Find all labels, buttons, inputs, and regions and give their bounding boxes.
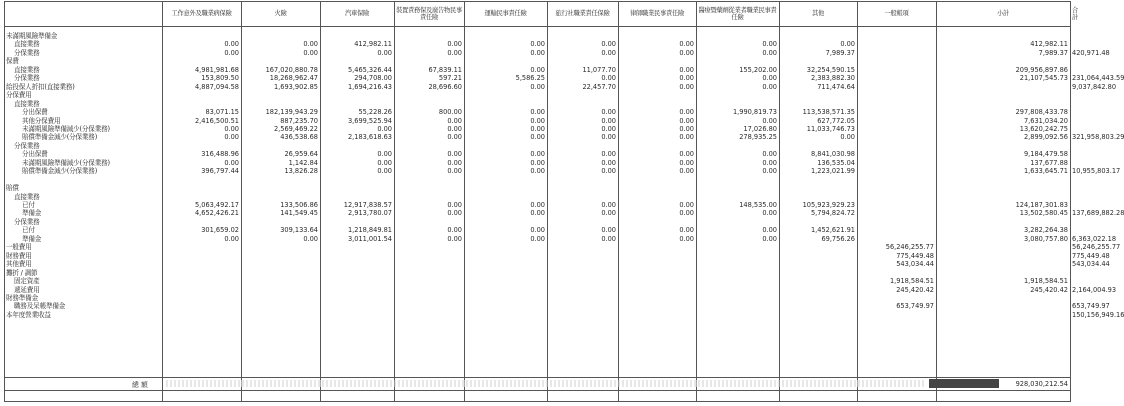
column-divider [547,1,548,402]
table-cell: 3,011,001.54 [347,234,392,243]
table-cell: 436,538.68 [280,133,318,142]
table-cell: 0.00 [679,40,694,49]
table-cell: 0.00 [679,74,694,83]
table-cell: 113,538,571.35 [802,108,855,117]
column-divider [4,1,5,402]
row-label: 已付 [22,226,35,235]
table-cell: 0.00 [377,150,392,159]
column-divider [241,1,242,402]
row-label: 未滿期風險準備減少(分保業務) [22,124,110,133]
table-cell: 0.00 [447,167,462,176]
column-divider [320,1,321,402]
table-cell: 4,652,426.21 [194,209,239,218]
table-cell: 4,981,981.68 [194,65,239,74]
table-cell: 0.00 [530,150,545,159]
column-header: 合計 [1072,6,1078,21]
table-cell: 0.00 [447,226,462,235]
table-cell: 0.00 [601,167,616,176]
table-cell: 0.00 [447,150,462,159]
column-header: 其他 [812,10,824,18]
table-cell: 0.00 [679,108,694,117]
table-cell: 8,841,030.98 [810,150,855,159]
table-cell: 0.00 [762,150,777,159]
row-label: 財務費用 [6,251,32,260]
table-cell: 543,034.44 [896,260,934,269]
table-cell: 1,918,584.51 [1023,277,1068,286]
insurance-expense-table [4,1,1124,404]
table-cell: 0.00 [679,226,694,235]
table-cell: 9,184,479.58 [1023,150,1068,159]
table-cell: 11,033,746.73 [806,124,855,133]
row-label: 分保業務 [14,74,40,83]
table-cell: 133,506.86 [280,201,318,209]
table-cell: 775,449.48 [1072,251,1110,260]
table-cell: 0.00 [601,108,616,117]
table-cell: 2,383,882.30 [810,74,855,83]
table-cell: 887,235.70 [280,116,318,125]
table-cell: 5,794,824.72 [810,209,855,218]
table-cell: 141,549.45 [280,209,318,218]
table-cell: 0.00 [377,167,392,176]
table-cell: 0.00 [762,74,777,83]
table-cell: 28,696.60 [428,82,462,91]
table-cell: 5,586.25 [515,74,545,83]
table-cell: 0.00 [762,82,777,91]
column-header: 工作意外及職業病保險 [171,10,232,18]
table-cell: 0.00 [530,116,545,125]
row-label: 準備金 [22,234,42,243]
table-cell: 0.00 [377,158,392,167]
row-label: 賠償準備金減少(分保業務) [22,167,98,176]
row-label: 本年度營業收益 [6,310,51,319]
column-divider [162,1,163,402]
column-header: 裝置責務保及廣告物民事責任險 [396,6,462,21]
row-label: 職務及呆帳準備金 [14,302,66,311]
table-cell: 0.00 [601,209,616,218]
table-cell: 0.00 [679,48,694,57]
table-cell: 0.00 [530,108,545,117]
table-cell: 3,080,757.80 [1023,234,1068,243]
table-cell: 775,449.48 [896,251,934,260]
table-cell: 153,809.50 [201,74,239,83]
table-cell: 0.00 [762,167,777,176]
column-header: 律師職業民事責任險 [630,10,684,18]
table-cell: 0.00 [530,82,545,91]
table-cell: 3,282,264.38 [1023,226,1068,235]
row-label: 賠償準備金減少(分保業務) [22,133,98,142]
table-cell: 0.00 [601,40,616,49]
table-cell: 155,202.00 [739,65,777,74]
table-cell: 167,020,880.78 [265,65,318,74]
table-cell: 0.00 [224,40,239,49]
row-label: 直接業務 [14,40,40,49]
table-cell: 0.00 [601,150,616,159]
table-cell: 13,620,242.75 [1019,124,1068,133]
table-cell: 7,631,034.20 [1023,116,1068,125]
table-cell: 3,699,525.94 [347,116,392,125]
table-cell: 0.00 [224,234,239,243]
table-cell: 0.00 [530,201,545,209]
column-divider [779,1,780,402]
row-label: 一般費用 [6,243,32,252]
total-row-shading [166,380,926,387]
table-cell: 0.00 [530,167,545,176]
table-cell: 0.00 [679,124,694,133]
table-cell: 12,917,838.57 [343,201,392,209]
table-cell: 1,633,645.71 [1023,167,1068,176]
row-label: 未滿期風險準備金 [6,32,58,40]
table-cell: 1,693,902.85 [273,82,318,91]
table-cell: 136,535.04 [817,158,855,167]
table-cell: 7,989.37 [825,48,855,57]
table-cell: 316,488.96 [201,150,239,159]
row-label: 其他費用 [6,260,32,269]
table-cell: 124,187,301.83 [1015,201,1068,209]
table-cell: 0.00 [530,133,545,142]
table-cell: 0.00 [447,40,462,49]
table-cell: 209,956,897.86 [1015,65,1068,74]
table-cell: 11,077.70 [582,65,616,74]
table-cell: 105,923,929.23 [802,201,855,209]
table-cell: 0.00 [679,116,694,125]
table-cell: 137,689,882.28 [1072,209,1124,218]
row-label: 遞延費用 [14,285,40,294]
table-cell: 2,913,780.07 [347,209,392,218]
table-cell: 412,982.11 [354,40,392,49]
table-cell: 5,063,492.17 [194,201,239,209]
table-cell: 0.00 [530,226,545,235]
row-label: 準備金 [22,209,42,218]
table-cell: 297,808,433.78 [1015,108,1068,117]
column-divider [696,1,697,402]
table-cell: 0.00 [601,158,616,167]
table-cell: 18,268,962.47 [269,74,318,83]
table-cell: 0.00 [530,65,545,74]
table-cell: 21,107,545.73 [1019,74,1068,83]
table-cell: 0.00 [447,201,462,209]
table-cell: 0.00 [303,234,318,243]
table-cell: 0.00 [224,124,239,133]
column-header: 小計 [997,10,1009,18]
table-cell: 0.00 [224,133,239,142]
table-cell: 0.00 [303,48,318,57]
column-divider [1070,1,1071,402]
table-cell: 13,826.28 [284,167,318,176]
table-cell: 0.00 [601,48,616,57]
table-cell: 32,254,590.15 [806,65,855,74]
table-cell: 5,465,326.44 [347,65,392,74]
table-cell: 294,708.00 [354,74,392,83]
table-cell: 0.00 [762,48,777,57]
table-cell: 2,569,469.22 [273,124,318,133]
row-label: 分保業務 [14,141,40,150]
column-header: 醫療暨藥劑從業者職業民事責任險 [698,6,777,21]
table-cell: 0.00 [224,158,239,167]
total-label: 總 額 [132,381,148,389]
row-label: 分保業務 [14,217,40,226]
table-cell: 0.00 [679,150,694,159]
table-cell: 0.00 [762,158,777,167]
table-cell: 1,142.84 [288,158,318,167]
column-header: 一般帳項 [884,10,909,18]
table-cell: 0.00 [679,158,694,167]
table-cell: 137,677.88 [1030,158,1068,167]
column-divider [857,1,858,402]
table-cell: 396,797.44 [201,167,239,176]
row-label: 分保費用 [6,91,32,100]
table-cell: 0.00 [840,40,855,49]
row-divider [4,390,1071,391]
table-cell: 4,887,094.58 [194,82,239,91]
table-cell: 245,420.42 [1030,285,1068,294]
table-cell: 0.00 [679,234,694,243]
row-label: 財務準備金 [6,293,38,302]
table-cell: 0.00 [530,40,545,49]
row-label: 未滿期風險準備減少(分保業務) [22,158,110,167]
row-label: 給投保人折扣(直接業務) [6,82,75,91]
table-cell: 56,246,255.77 [885,243,934,252]
table-cell: 627,772.05 [817,116,855,125]
table-cell: 0.00 [530,48,545,57]
table-cell: 0.00 [679,167,694,176]
table-cell: 0.00 [679,65,694,74]
table-cell: 1,452,621.91 [810,226,855,235]
table-cell: 0.00 [762,226,777,235]
row-divider [4,26,1071,27]
table-cell: 2,416,500.51 [194,116,239,125]
table-cell: 0.00 [447,209,462,218]
table-cell: 0.00 [377,48,392,57]
table-cell: 231,064,443.59 [1072,74,1124,83]
table-cell: 245,420.42 [896,285,934,294]
table-cell: 0.00 [601,201,616,209]
row-label: 保費 [6,57,19,66]
table-cell: 0.00 [530,124,545,133]
table-cell: 182,139,943.29 [265,108,318,117]
column-header: 旅行社職業責任保險 [555,10,610,18]
table-cell: 301,659.02 [201,226,239,235]
row-divider [4,401,1071,402]
table-cell: 6,363,022.18 [1072,234,1117,243]
table-cell: 55,228.26 [358,108,392,117]
table-cell: 1,918,584.51 [889,277,934,286]
table-cell: 0.00 [303,40,318,49]
row-label: 其他分保費用 [22,116,61,125]
table-cell: 278,935.25 [739,133,777,142]
row-label: 賠償 [6,184,19,193]
table-cell: 0.00 [447,133,462,142]
table-cell: 56,246,255.77 [1072,243,1121,252]
table-cell: 0.00 [840,133,855,142]
table-cell: 420,971.48 [1072,48,1110,57]
table-cell: 1,990,819.73 [732,108,777,117]
column-divider [618,1,619,402]
table-cell: 0.00 [601,74,616,83]
table-cell: 412,982.11 [1030,40,1068,49]
table-cell: 711,474.64 [817,82,855,91]
table-cell: 0.00 [601,226,616,235]
table-cell: 0.00 [530,158,545,167]
table-cell: 17,026.80 [743,124,777,133]
table-cell: 13,502,580.45 [1019,209,1068,218]
table-cell: 150,156,949.16 [1072,310,1124,319]
table-cell: 2,183,618.63 [347,133,392,142]
table-cell: 1,223,021.99 [810,167,855,176]
column-divider [464,1,465,402]
table-cell: 69,756.26 [821,234,855,243]
table-cell: 0.00 [679,82,694,91]
table-cell: 0.00 [679,133,694,142]
table-cell: 0.00 [224,48,239,57]
table-cell: 800.00 [438,108,462,117]
row-label: 固定資產 [14,277,40,286]
row-label: 分出保費 [22,108,48,117]
row-label: 直接業務 [14,192,40,201]
table-cell: 7,989.37 [1038,48,1068,57]
table-cell: 309,133.64 [280,226,318,235]
row-label: 分保業務 [14,48,40,57]
table-cell: 83,071.15 [205,108,239,117]
table-cell: 9,037,842.80 [1072,82,1117,91]
table-cell: 1,694,216.43 [347,82,392,91]
table-cell: 148,535.00 [739,201,777,209]
table-cell: 0.00 [601,124,616,133]
table-cell: 597.21 [438,74,462,83]
table-cell: 26,959.64 [284,150,318,159]
table-cell: 0.00 [762,116,777,125]
column-divider [936,1,937,402]
table-cell: 0.00 [762,40,777,49]
table-cell: 0.00 [530,209,545,218]
table-cell: 0.00 [762,209,777,218]
table-cell: 0.00 [447,116,462,125]
table-cell: 0.00 [601,133,616,142]
column-divider [394,1,395,402]
table-cell: 0.00 [679,201,694,209]
table-cell: 0.00 [601,234,616,243]
table-cell: 2,164,004.93 [1072,285,1117,294]
table-cell: 0.00 [377,124,392,133]
row-label: 直接業務 [14,65,40,74]
table-cell: 2,899,092.56 [1023,133,1068,142]
row-label: 分出保費 [22,150,48,159]
table-cell: 0.00 [679,209,694,218]
table-cell: 543,034.44 [1072,260,1110,269]
table-cell: 0.00 [530,234,545,243]
row-divider [4,377,1071,378]
table-cell: 10,955,803.17 [1072,167,1121,176]
total-value: 928,030,212.54 [1015,380,1068,388]
table-cell: 1,218,849.81 [347,226,392,235]
table-cell: 0.00 [447,124,462,133]
table-cell: 0.00 [447,158,462,167]
column-header: 運輸民事責任險 [484,10,527,18]
table-cell: 0.00 [447,48,462,57]
column-header: 火險 [274,10,287,18]
table-cell: 0.00 [447,234,462,243]
row-label: 已付 [22,201,35,209]
column-header: 汽車保險 [345,10,369,18]
table-cell: 653,749.97 [1072,302,1110,311]
table-cell: 0.00 [762,234,777,243]
table-cell: 653,749.97 [896,302,934,311]
table-cell: 22,457.70 [582,82,616,91]
table-cell: 67,839.11 [428,65,462,74]
table-cell: 321,958,803.29 [1072,133,1124,142]
row-label: 直接業務 [14,99,40,108]
table-cell: 0.00 [601,116,616,125]
row-label: 攤折 / 調節 [6,268,38,277]
